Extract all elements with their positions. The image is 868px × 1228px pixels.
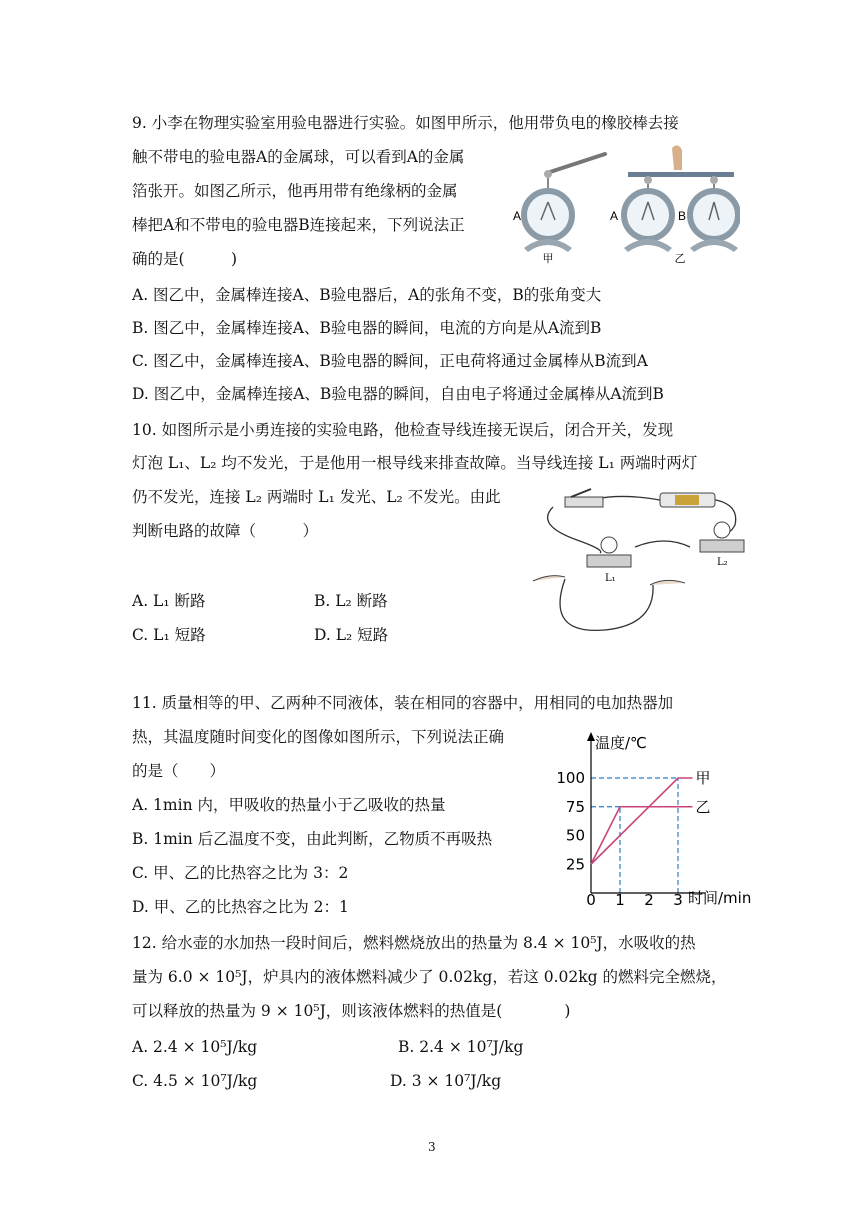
electroscope-a2-icon bbox=[624, 176, 672, 252]
x-tick-label-2: 2 bbox=[644, 891, 654, 909]
y-tick-label-75: 75 bbox=[565, 797, 585, 816]
q11-option-b: B. 1min 后乙温度不变，由此判断，乙物质不再吸热 bbox=[132, 830, 493, 848]
battery-icon bbox=[660, 493, 715, 507]
y-tick-label-25: 25 bbox=[565, 855, 585, 874]
y-tick-label-100: 100 bbox=[556, 769, 585, 787]
page-number: 3 bbox=[428, 1140, 436, 1154]
q12-line1: 12. 给水壶的水加热一段时间后，燃料燃烧放出的热量为 8.4 × 10⁵J，水吸收的热 bbox=[132, 934, 696, 952]
fig9-caption-jia: 甲 bbox=[542, 252, 554, 265]
q9-option-a: A. 图乙中，金属棒连接A、B验电器后，A的张角不变，B的张角变大 bbox=[132, 286, 602, 304]
fig9-label-b: B bbox=[678, 209, 687, 223]
series-label-0: 甲 bbox=[695, 769, 711, 787]
switch-icon bbox=[565, 489, 603, 507]
bulb-l2-icon bbox=[700, 522, 744, 552]
q10-line3: 仍不发光，连接 L₂ 两端时 L₁ 发光、L₂ 不发光。由此 bbox=[132, 488, 501, 506]
q9-line3: 箔张开。如图乙所示，他再用带有绝缘柄的金属 bbox=[132, 182, 458, 200]
temperature-chart bbox=[555, 728, 770, 913]
electroscope-a1-icon bbox=[524, 170, 572, 252]
y-tick-label-50: 50 bbox=[565, 826, 585, 845]
q12-option-a: A. 2.4 × 10⁵J/kg bbox=[132, 1038, 258, 1056]
x-tick-label-3: 3 bbox=[673, 891, 683, 909]
q10-line4: 判断电路的故障（ ） bbox=[132, 522, 319, 540]
q9-option-d: D. 图乙中，金属棒连接A、B验电器的瞬间，自由电子将通过金属棒从A流到B bbox=[132, 385, 664, 403]
series-label-1: 乙 bbox=[695, 797, 711, 816]
q11-line2: 热，其温度随时间变化的图像如图所示，下列说法正确 bbox=[132, 728, 505, 746]
q12-option-d: D. 3 × 10⁷J/kg bbox=[390, 1072, 502, 1090]
hand-icon bbox=[672, 145, 682, 170]
fig10-label-l1: L₁ bbox=[605, 573, 616, 584]
q9-line1: 9. 小李在物理实验室用验电器进行实验。如图甲所示，他用带负电的橡胶棒去接 bbox=[132, 114, 679, 132]
q10-option-c: C. L₁ 短路 bbox=[132, 626, 206, 644]
q11-option-a: A. 1min 内，甲吸收的热量小于乙吸收的热量 bbox=[132, 796, 446, 814]
q12-option-c: C. 4.5 × 10⁷J/kg bbox=[132, 1072, 258, 1090]
q10-line2: 灯泡 L₁、L₂ 均不发光，于是他用一根导线来排查故障。当导线连接 L₁ 两端时两灯 bbox=[132, 454, 698, 472]
right-hand-icon bbox=[650, 580, 685, 585]
q12-line3: 可以释放的热量为 9 × 10⁵J，则该液体燃料的热值是( ) bbox=[132, 1002, 571, 1020]
q11-option-d: D. 甲、乙的比热容之比为 2：1 bbox=[132, 898, 349, 916]
series-line-1 bbox=[591, 807, 693, 865]
fig9-caption-yi: 乙 bbox=[674, 252, 686, 265]
q11-option-c: C. 甲、乙的比热容之比为 3：2 bbox=[132, 864, 349, 882]
circuit-figure bbox=[525, 485, 760, 635]
fig10-label-l2: L₂ bbox=[717, 557, 728, 568]
q9-line5: 确的是( ) bbox=[132, 250, 238, 268]
test-wire bbox=[560, 579, 653, 630]
x-tick-label-1: 1 bbox=[615, 891, 625, 909]
q9-line2: 触不带电的验电器A的金属球，可以看到A的金属 bbox=[132, 148, 465, 166]
left-hand-icon bbox=[533, 576, 565, 581]
bulb-l1-icon bbox=[587, 537, 631, 567]
electroscope-b-icon bbox=[690, 176, 738, 252]
y-axis-arrow-icon bbox=[587, 732, 595, 741]
q10-option-b: B. L₂ 断路 bbox=[314, 592, 388, 610]
q11-line1: 11. 质量相等的甲、乙两种不同液体，装在相同的容器中，用相同的电加热器加 bbox=[132, 694, 674, 712]
q9-line4: 棒把A和不带电的验电器B连接起来，下列说法正 bbox=[132, 216, 465, 234]
q12-option-b: B. 2.4 × 10⁷J/kg bbox=[398, 1038, 524, 1056]
fig9-label-a1: A bbox=[513, 209, 522, 223]
y-axis-label: 温度/℃ bbox=[595, 734, 647, 752]
electroscope-figure bbox=[510, 140, 740, 270]
q10-option-d: D. L₂ 短路 bbox=[314, 626, 389, 644]
q9-option-b: B. 图乙中，金属棒连接A、B验电器的瞬间，电流的方向是从A流到B bbox=[132, 319, 602, 337]
x-tick-label-0: 0 bbox=[586, 891, 596, 909]
x-axis-label: 时间/min bbox=[688, 889, 752, 907]
q10-option-a: A. L₁ 断路 bbox=[132, 592, 206, 610]
q12-line2: 量为 6.0 × 10⁵J，炉具内的液体燃料减少了 0.02kg，若这 0.02kg 的燃料完全燃烧， bbox=[132, 968, 727, 986]
q10-line1: 10. 如图所示是小勇连接的实验电路，他检查导线连接无误后，闭合开关，发现 bbox=[132, 421, 674, 439]
q11-line3: 的是（ ） bbox=[132, 762, 226, 780]
fig9-label-a2: A bbox=[610, 209, 619, 223]
q9-option-c: C. 图乙中，金属棒连接A、B验电器的瞬间，正电荷将通过金属棒从B流到A bbox=[132, 352, 648, 370]
series-line-0 bbox=[591, 778, 693, 864]
